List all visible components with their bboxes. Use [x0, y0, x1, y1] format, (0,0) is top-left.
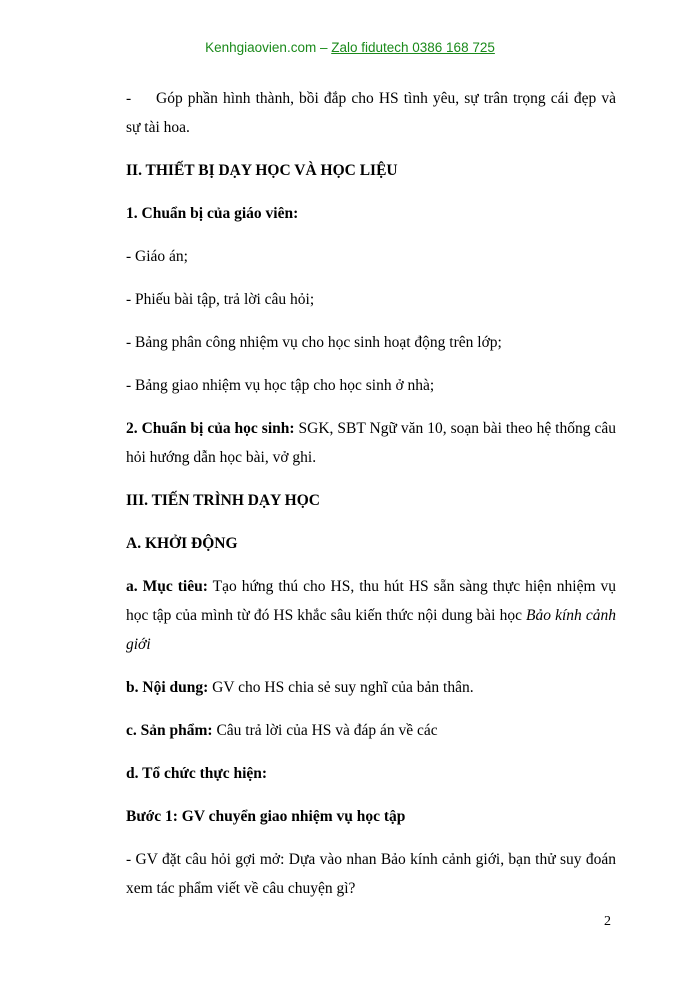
paragraph-student-prep [126, 414, 616, 472]
label-content: b. Nội dung: [126, 679, 209, 696]
subsection-title-organization: d. Tổ chức thực hiện: [126, 765, 268, 782]
label-product: c. Sản phẩm: [126, 722, 213, 739]
paragraph-text: Câu trả lời của HS và đáp án về các [212, 722, 438, 739]
list-dash: - [126, 90, 132, 107]
section-title-process: III. TIẾN TRÌNH DẠY HỌC [126, 492, 320, 509]
list-item: - Bảng phân công nhiệm vụ cho học sinh hoạt động trên lớp; [126, 334, 502, 351]
paragraph-step1: - GV đặt câu hỏi gợi mở: Dựa vào nhan Bảo kính cảnh giới, bạn thử suy đoán xem tác phẩm viết về câu chuyện gì? [126, 851, 616, 897]
paragraph-text: GV cho HS chia sẻ suy nghĩ của bản thân. [208, 679, 474, 696]
label-goal: a. Mục tiêu: [126, 578, 208, 595]
step-title: Bước 1: GV chuyển giao nhiệm vụ học tập [126, 808, 406, 825]
page-number: 2 [604, 914, 611, 929]
part-title-warmup: A. KHỞI ĐỘNG [126, 535, 238, 552]
label-student-prep: 2. Chuẩn bị của học sinh: [126, 420, 295, 437]
paragraph-goal [126, 572, 616, 659]
list-item: - Bảng giao nhiệm vụ học tập cho học sinh ở nhà; [126, 377, 435, 394]
list-item: - Phiếu bài tập, trả lời câu hỏi; [126, 291, 315, 308]
header-separator: – [316, 40, 332, 55]
subsection-title-teacher: 1. Chuẩn bị của giáo viên: [126, 205, 299, 222]
section-title-equipment: II. THIẾT BỊ DẠY HỌC VÀ HỌC LIỆU [126, 162, 398, 179]
paragraph-content [126, 673, 616, 702]
header-site: Kenhgiaovien.com [205, 40, 317, 55]
paragraph-product [126, 716, 616, 745]
paragraph-goal-beauty [126, 84, 616, 142]
list-item: - Giáo án; [126, 248, 188, 265]
paragraph-text: SGK, SBT Ngữ văn 10, soạn bài theo hệ thống câu hỏi hướng dẫn học bài, vở ghi. [126, 420, 616, 466]
lesson-title-italic: Bảo kính cảnh giới [126, 607, 616, 653]
page-header [0, 40, 700, 55]
paragraph-text: Tạo hứng thú cho HS, thu hút HS sẵn sàng thực hiện nhiệm vụ học tập của mình từ đó HS khắc sâu kiến thức nội dung bài học [126, 578, 616, 624]
paragraph-text: Góp phần hình thành, bồi đắp cho HS tình yêu, sự trân trọng cái đẹp và sự tài hoa. [126, 90, 616, 136]
header-zalo-link[interactable]: Zalo fidutech 0386 168 725 [331, 40, 495, 55]
document-body [126, 84, 616, 917]
